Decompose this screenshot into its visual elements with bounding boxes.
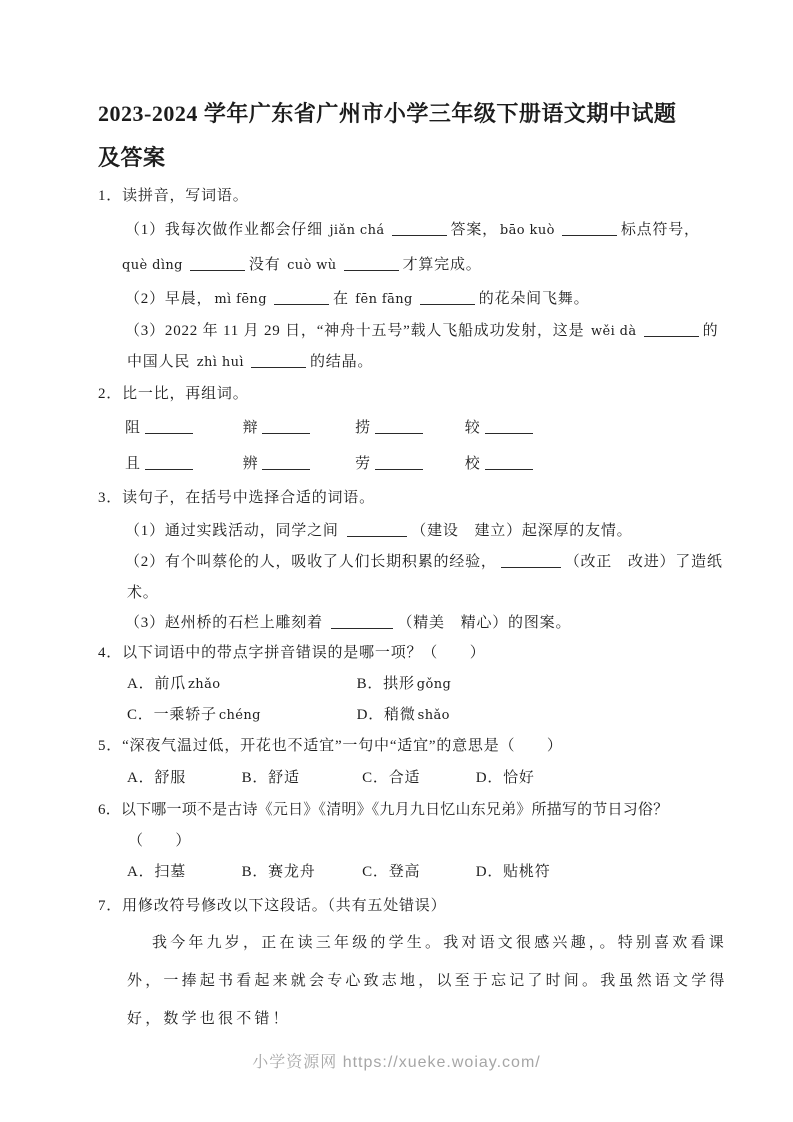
q5-option-d: D．恰好 bbox=[475, 770, 535, 786]
text-run: 才算完成。 bbox=[402, 257, 482, 273]
q2-cell-bian2 bbox=[243, 446, 351, 482]
q1-heading: 1．读拼音，写词语。 bbox=[98, 188, 249, 204]
text-run: 微 bbox=[399, 707, 416, 723]
answer-blank bbox=[262, 469, 310, 470]
page-footer bbox=[0, 1051, 793, 1075]
q6-answer-parens: （ ） bbox=[128, 833, 192, 849]
text-run: D． bbox=[356, 707, 384, 723]
text-run: （2）早晨， bbox=[125, 291, 213, 307]
text-run: 的花朵间飞舞。 bbox=[478, 291, 590, 307]
q6-option-c: C．登高 bbox=[362, 864, 421, 880]
answer-blank bbox=[562, 235, 617, 236]
text-run: （建设 建立）起深厚的友情。 bbox=[411, 523, 633, 539]
q1-item-3-line-2 bbox=[98, 347, 698, 378]
q6-option-b: B．赛龙舟 bbox=[241, 864, 316, 880]
text-run: 劳 bbox=[355, 456, 371, 472]
text-run: B． bbox=[356, 676, 384, 692]
answer-blank bbox=[501, 567, 561, 568]
q4-options-row-2 bbox=[98, 700, 698, 730]
q6-option-a: A．扫墓 bbox=[127, 864, 187, 880]
title-line-2: 及答案 bbox=[98, 145, 166, 170]
answer-blank bbox=[392, 235, 447, 236]
q2-heading: 2．比一比，再组词。 bbox=[98, 386, 249, 402]
q2-cell-qie bbox=[125, 446, 238, 482]
q7-paragraph-line-2: 外，一捧起书看起来就会专心致志地，以至于忘记了时间。我虽然语文学得 bbox=[127, 973, 728, 989]
q4-option-a bbox=[127, 668, 352, 701]
q4-option-d bbox=[357, 700, 453, 731]
text-run: 术。 bbox=[127, 585, 159, 601]
q3-heading: 3．读句子，在括号中选择合适的词语。 bbox=[98, 490, 375, 506]
pinyin-run: zhǎo bbox=[188, 677, 221, 692]
q6-option-d: D．贴桃符 bbox=[475, 864, 551, 880]
q2-cell-bian1 bbox=[243, 411, 351, 446]
answer-blank bbox=[262, 433, 310, 434]
text-run: C．一 bbox=[127, 707, 170, 723]
answer-blank bbox=[375, 433, 423, 434]
text-run: （1）我每次做作业都会仔细 bbox=[125, 222, 328, 238]
q3-item-2-line-2 bbox=[98, 578, 698, 608]
answer-blank bbox=[145, 433, 193, 434]
q2-cell-lao2 bbox=[355, 446, 460, 482]
answer-blank bbox=[420, 304, 475, 305]
answer-blank bbox=[190, 270, 245, 271]
text-run: 阻 bbox=[125, 420, 141, 436]
text-run: A．前 bbox=[127, 676, 171, 692]
pinyin-run: zhì huì bbox=[196, 355, 244, 370]
text-run: 校 bbox=[464, 456, 481, 472]
q6-options-row bbox=[98, 857, 698, 888]
text-run: 中国人民 bbox=[127, 354, 195, 370]
text-run: 形 bbox=[398, 676, 415, 692]
q2-row-1 bbox=[98, 411, 698, 446]
q4-option-c bbox=[127, 700, 352, 731]
pinyin-run: jiǎn chá bbox=[329, 223, 385, 238]
emphasis-dot-char: 稍 • bbox=[384, 700, 400, 730]
q7-heading: 7．用修改符号修改以下这段话。（共有五处错误） bbox=[98, 898, 447, 914]
pinyin-run: què dìng bbox=[122, 258, 183, 273]
answer-blank bbox=[145, 469, 193, 470]
q2-cell-zu bbox=[125, 411, 238, 446]
q2-cell-lao1 bbox=[355, 411, 460, 446]
text-run: 较 bbox=[464, 420, 481, 436]
answer-blank bbox=[644, 336, 699, 337]
q2-cell-jiao2 bbox=[465, 446, 537, 482]
pinyin-run: bāo kuò bbox=[499, 223, 555, 238]
pinyin-run: shǎo bbox=[417, 708, 450, 723]
pinyin-run: chéng bbox=[218, 708, 261, 723]
text-run: 捞 bbox=[355, 420, 371, 436]
pinyin-run: wěi dà bbox=[590, 324, 637, 339]
q4-heading: 4．以下词语中的带点字拼音错误的是哪一项？（ ） bbox=[98, 645, 486, 661]
pinyin-run: mì fēng bbox=[214, 292, 267, 307]
text-run: （2）有个叫蔡伦的人，吸收了人们长期积累的经验， bbox=[125, 554, 497, 570]
title-line-1: 2023-2024 学年广东省广州市小学三年级下册语文期中试题 bbox=[98, 101, 677, 126]
text-run: 答案， bbox=[450, 222, 498, 238]
q1-item-1-line-1 bbox=[98, 213, 698, 248]
text-run: 的 bbox=[702, 323, 719, 339]
q1-item-1-line-2 bbox=[98, 248, 698, 283]
answer-blank bbox=[485, 469, 533, 470]
pinyin-run: gǒng bbox=[416, 677, 452, 692]
pinyin-run: fēn fāng bbox=[355, 292, 413, 307]
document-title bbox=[98, 92, 698, 180]
q7-paragraph-line-1: 我今年九岁，正在读三年级的学生。我对语文很感兴趣，。特别喜欢看课 bbox=[152, 935, 727, 951]
answer-blank bbox=[347, 536, 407, 537]
answer-blank bbox=[375, 469, 423, 470]
q2-row-2 bbox=[98, 446, 698, 482]
q1-item-3-line-1 bbox=[98, 316, 719, 347]
q7-paragraph-line-3: 好，数学也很不错！ bbox=[127, 1011, 291, 1027]
text-run: 轿子 bbox=[185, 707, 217, 723]
text-run: 标点符号， bbox=[620, 222, 700, 238]
emphasis-dot-char: 乘 • bbox=[169, 700, 185, 730]
answer-blank bbox=[485, 433, 533, 434]
text-run: （改正 改进）了造纸 bbox=[564, 554, 723, 570]
emphasis-dot-char: 爪 • bbox=[170, 668, 186, 700]
text-run: 且 bbox=[125, 456, 141, 472]
emphasis-dot-char: 拱 • bbox=[383, 668, 399, 700]
q5-option-a: A．舒服 bbox=[127, 770, 187, 786]
q5-option-c: C．合适 bbox=[362, 770, 421, 786]
q3-item-2-line-1 bbox=[98, 547, 723, 578]
answer-blank bbox=[344, 270, 399, 271]
q5-options-row bbox=[98, 762, 698, 794]
text-run: （3）2022 年 11 月 29 日，“神舟十五号”载人飞船成功发射，这是 bbox=[125, 323, 589, 339]
q5-heading: 5．“深夜气温过低，开花也不适宜”一句中“适宜”的意思是（ ） bbox=[98, 738, 563, 754]
text-run: 辨 bbox=[242, 456, 259, 472]
answer-blank bbox=[251, 367, 306, 368]
text-run: 辩 bbox=[242, 420, 259, 436]
text-run: （精美 精心）的图案。 bbox=[397, 615, 572, 631]
text-run: （3）赵州桥的石栏上雕刻着 bbox=[125, 615, 328, 631]
answer-blank bbox=[331, 628, 393, 629]
q3-item-1 bbox=[98, 515, 698, 547]
answer-blank bbox=[274, 304, 329, 305]
q3-item-3 bbox=[98, 608, 698, 638]
text-run: 没有 bbox=[248, 257, 286, 273]
q5-option-b: B．舒适 bbox=[241, 770, 300, 786]
q4-option-b bbox=[357, 668, 455, 701]
text-run: 在 bbox=[332, 291, 354, 307]
text-run: 的结晶。 bbox=[309, 354, 374, 370]
text-run: （1）通过实践活动，同学之间 bbox=[125, 523, 344, 539]
q4-options-row-1 bbox=[98, 668, 698, 700]
pinyin-run: cuò wù bbox=[287, 258, 337, 273]
q6-heading: 6．以下哪一项不是古诗《元日》《清明》《九月九日忆山东兄弟》所描写的节日习俗？ bbox=[98, 802, 669, 818]
footer-site-link[interactable]: 小学资源网 https://xueke.woiay.com/ bbox=[252, 1054, 541, 1071]
q1-item-2 bbox=[98, 283, 698, 316]
q2-cell-jiao1 bbox=[465, 411, 537, 446]
